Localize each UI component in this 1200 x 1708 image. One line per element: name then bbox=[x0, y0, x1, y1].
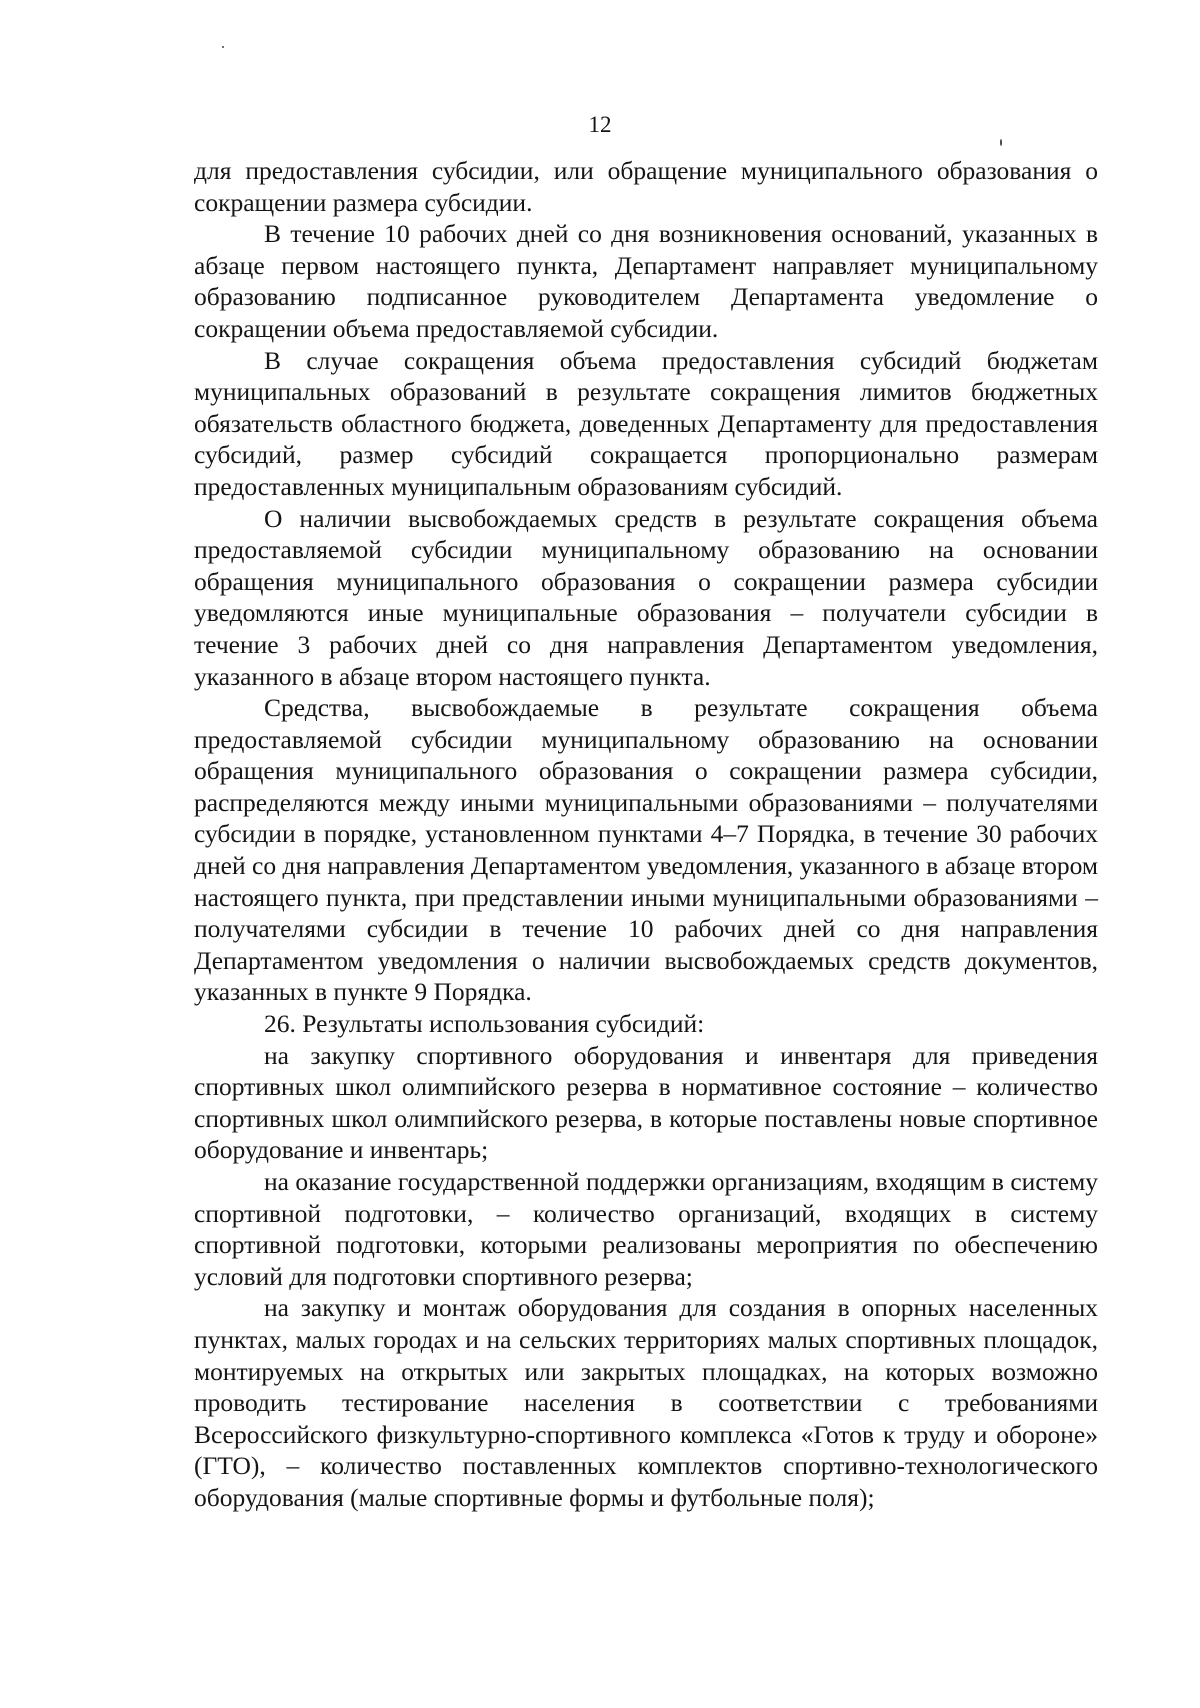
paragraph: Средства, высвобождаемые в результате сокращения объема предоставляемой субсидии муниципальному образованию на основании обращения муниципального образования о сокращении размера субсидии, распределяются между иными муниципальными образованиями – получателями субсидии в порядке, установленном пунктами 4–7 Порядка, в течение 30 рабочих дней со дня направления Департаментом уведомления, указанного в абзаце втором настоящего пункта, при представлении иными муниципальными образованиями – получателями субсидии в течение 10 рабочих дней со дня направления Департаментом уведомления о наличии высвобождаемых средств документов, указанных в пункте 9 Порядка. bbox=[194, 693, 1098, 1007]
paragraph-continuation: для предоставления субсидии, или обращение муниципального образования о сокращении размера субсидии. bbox=[194, 156, 1098, 217]
section-heading: 26. Результаты использования субсидий: bbox=[264, 1009, 705, 1039]
list-item: на оказание государственной поддержки организациям, входящим в систему спортивной подготовки, – количество организаций, входящих в систему спортивной подготовки, которыми реализованы мероприятия по обеспечению условий для подготовки спортивного резерва; bbox=[194, 1167, 1098, 1291]
paragraph: В течение 10 рабочих дней со дня возникновения оснований, указанных в абзаце первом настоящего пункта, Департамент направляет муниципальному образованию подписанное руководителем Департамента уведомление о сокращении объема предоставляемой субсидии. bbox=[194, 219, 1098, 343]
scan-speck bbox=[222, 46, 224, 48]
paragraph: О наличии высвобождаемых средств в результате сокращения объема предоставляемой субсидии муниципальному образованию на основании обращения муниципального образования о сокращении размера субсидии уведомляются иные муниципальные образования – получатели субсидии в течение 3 рабочих дней со дня направления Департаментом уведомления, указанного в абзаце втором настоящего пункта. bbox=[194, 503, 1098, 691]
paragraph: В случае сокращения объема предоставления субсидий бюджетам муниципальных образований в результате сокращения лимитов бюджетных обязательств областного бюджета, доведенных Департаменту для предоставления субсидий, размер субсидий сокращается пропорционально размерам предоставленных муниципальным образованиям субсидий. bbox=[194, 345, 1098, 501]
list-item: на закупку и монтаж оборудования для создания в опорных населенных пунктах, малых городах и на сельских территориях малых спортивных площадок, монтируемых на открытых или закрытых площадках, на которых возможно проводить тестирование населения в соответствии с требованиями Всероссийского физкультурно-спортивного комплекса «Готов к труду и обороне» (ГТО), – количество поставленных комплектов спортивно-технологического оборудования (малые спортивные формы и футбольные поля); bbox=[194, 1293, 1098, 1512]
list-item: на закупку спортивного оборудования и инвентаря для приведения спортивных школ олимпийского резерва в нормативное состояние – количество спортивных школ олимпийского резерва, в которые поставлены новые спортивное оборудование и инвентарь; bbox=[194, 1040, 1098, 1165]
document-body bbox=[194, 155, 1098, 1514]
scan-speck bbox=[1000, 139, 1002, 146]
page-number: 12 bbox=[588, 112, 612, 137]
